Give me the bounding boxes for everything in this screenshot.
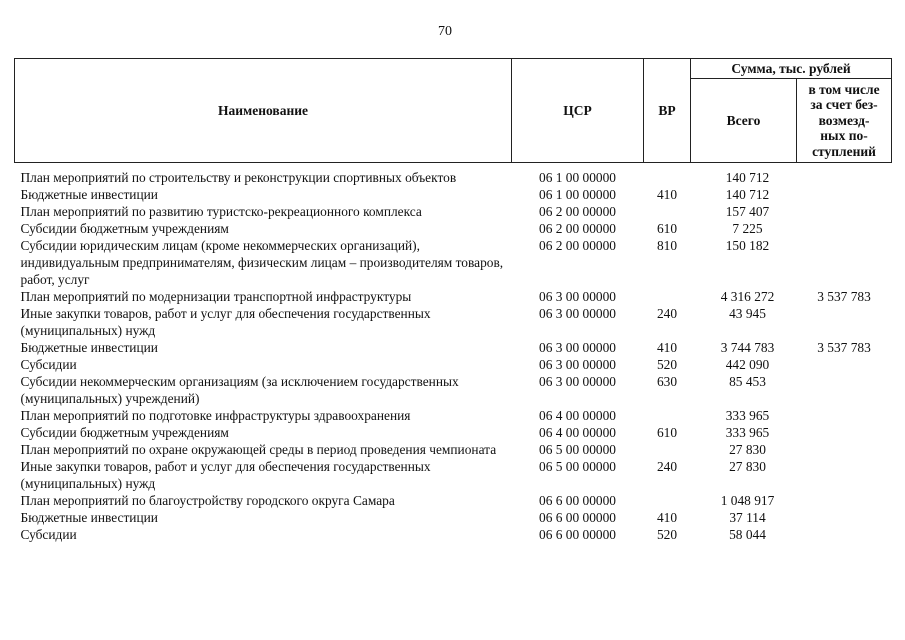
row-including: [797, 373, 892, 407]
row-including: [797, 237, 892, 288]
table-row: [15, 407, 892, 424]
row-name: Бюджетные инвестиции: [20, 340, 158, 355]
row-including: [797, 203, 892, 220]
row-name: План мероприятий по подготовке инфраструктуры здравоохранения: [20, 408, 411, 423]
row-including: 3 537 783: [817, 289, 871, 304]
header-including-line: ступлений: [812, 143, 876, 159]
row-total: 333 965: [725, 408, 770, 423]
table-row: [15, 288, 892, 305]
row-name: Иные закупки товаров, работ и услуг для обеспечения государственных (муниципальных) нужд: [20, 306, 431, 338]
row-vr: 410: [656, 340, 678, 355]
row-including: [797, 509, 892, 526]
row-csr: 06 5 00 00000: [539, 442, 616, 457]
row-vr: 520: [656, 527, 678, 542]
budget-table: [14, 58, 892, 543]
header-total: Всего: [691, 79, 797, 163]
row-csr: 06 3 00 00000: [539, 357, 616, 372]
row-name: Субсидии: [20, 357, 77, 372]
row-name: Субсидии бюджетным учреждениям: [20, 221, 229, 236]
row-name: Субсидии бюджетным учреждениям: [20, 425, 229, 440]
row-name: План мероприятий по развитию туристско-рекреационного комплекса: [20, 204, 422, 219]
row-including: [797, 163, 892, 187]
row-name: Бюджетные инвестиции: [20, 187, 158, 202]
row-csr: 06 4 00 00000: [539, 425, 616, 440]
row-including: [797, 407, 892, 424]
table-row: [15, 220, 892, 237]
row-csr: 06 3 00 00000: [539, 340, 616, 355]
header-csr: ЦСР: [512, 59, 644, 163]
header-including-line: возмезд-: [818, 112, 870, 128]
row-including: [797, 220, 892, 237]
row-name: Субсидии юридическим лицам (кроме некоммерческих организаций), индивидуальным предпринимателям, физическим лицам – производителям товаров, работ, услуг: [20, 238, 504, 287]
row-including: [797, 458, 892, 492]
row-including: [797, 186, 892, 203]
page-number: 70: [438, 24, 452, 39]
row-name: Субсидии: [20, 527, 77, 542]
table-row: [15, 237, 892, 288]
row-name: План мероприятий по охране окружающей среды в период проведения чемпионата: [20, 442, 497, 457]
row-vr: 610: [656, 221, 678, 236]
row-vr: 410: [656, 187, 678, 202]
row-vr: 410: [656, 510, 678, 525]
row-csr: 06 2 00 00000: [539, 221, 616, 236]
table-row: [15, 373, 892, 407]
table-row: [15, 305, 892, 339]
row-including: [797, 424, 892, 441]
table-row: [15, 163, 892, 187]
header-including-line: за счет без-: [810, 97, 878, 113]
row-total: 4 316 272: [720, 289, 775, 304]
row-including: [797, 441, 892, 458]
row-vr: 610: [656, 425, 678, 440]
row-total: 37 114: [729, 510, 766, 525]
row-csr: 06 3 00 00000: [539, 306, 616, 321]
table-row: [15, 339, 892, 356]
row-name: План мероприятий по благоустройству городского округа Самара: [20, 493, 395, 508]
table-row: [15, 509, 892, 526]
row-total: 442 090: [725, 357, 770, 372]
row-total: 27 830: [729, 459, 766, 474]
row-vr: [644, 492, 691, 509]
row-name: План мероприятий по модернизации транспортной инфраструктуры: [20, 289, 412, 304]
table-row: [15, 458, 892, 492]
row-including: [797, 526, 892, 543]
table-row: [15, 492, 892, 509]
row-total: 150 182: [725, 238, 770, 253]
header-including-line: ных по-: [820, 128, 868, 144]
row-csr: 06 6 00 00000: [539, 493, 616, 508]
table-row: [15, 186, 892, 203]
row-vr: 240: [656, 459, 678, 474]
table-row: [15, 441, 892, 458]
row-csr: 06 2 00 00000: [539, 204, 616, 219]
row-total: 140 712: [725, 187, 770, 202]
row-including: [797, 492, 892, 509]
row-vr: [644, 407, 691, 424]
row-csr: 06 4 00 00000: [539, 408, 616, 423]
row-total: 1 048 917: [720, 493, 775, 508]
row-total: 333 965: [725, 425, 770, 440]
row-name: Иные закупки товаров, работ и услуг для обеспечения государственных (муниципальных) нужд: [20, 459, 431, 491]
row-including: 3 537 783: [817, 340, 871, 355]
row-total: 85 453: [729, 374, 766, 389]
row-csr: 06 1 00 00000: [539, 170, 616, 185]
row-vr: 520: [656, 357, 678, 372]
row-including: [797, 305, 892, 339]
header-including-gratuitous: [797, 79, 892, 163]
header-vr: ВР: [644, 59, 691, 163]
table-row: [15, 424, 892, 441]
row-vr: [644, 441, 691, 458]
row-vr: 630: [656, 374, 678, 389]
row-total: 3 744 783: [720, 340, 775, 355]
row-csr: 06 2 00 00000: [539, 238, 616, 253]
row-csr: 06 3 00 00000: [539, 374, 616, 389]
row-vr: 810: [656, 238, 678, 253]
table-row: [15, 356, 892, 373]
row-total: 43 945: [729, 306, 766, 321]
header-including-line: в том числе: [808, 81, 880, 97]
row-csr: 06 1 00 00000: [539, 187, 616, 202]
row-vr: [644, 288, 691, 305]
header-name: Наименование: [15, 59, 512, 163]
row-including: [797, 356, 892, 373]
row-total: 157 407: [725, 204, 770, 219]
row-csr: 06 3 00 00000: [539, 289, 616, 304]
row-name: Бюджетные инвестиции: [20, 510, 158, 525]
header-sum: Сумма, тыс. рублей: [691, 59, 892, 79]
row-csr: 06 6 00 00000: [539, 527, 616, 542]
row-vr: [644, 163, 691, 187]
table-body: [15, 163, 892, 544]
row-csr: 06 5 00 00000: [539, 459, 616, 474]
row-total: 58 044: [729, 527, 766, 542]
row-total: 140 712: [725, 170, 770, 185]
row-vr: 240: [656, 306, 678, 321]
row-name: Субсидии некоммерческим организациям (за исключением государственных (муниципальных) учреждений): [20, 374, 459, 406]
row-name: План мероприятий по строительству и реконструкции спортивных объектов: [20, 170, 457, 185]
row-csr: 06 6 00 00000: [539, 510, 616, 525]
row-total: 7 225: [732, 221, 763, 236]
table-row: [15, 526, 892, 543]
table-row: [15, 203, 892, 220]
row-vr: [644, 203, 691, 220]
row-total: 27 830: [729, 442, 766, 457]
